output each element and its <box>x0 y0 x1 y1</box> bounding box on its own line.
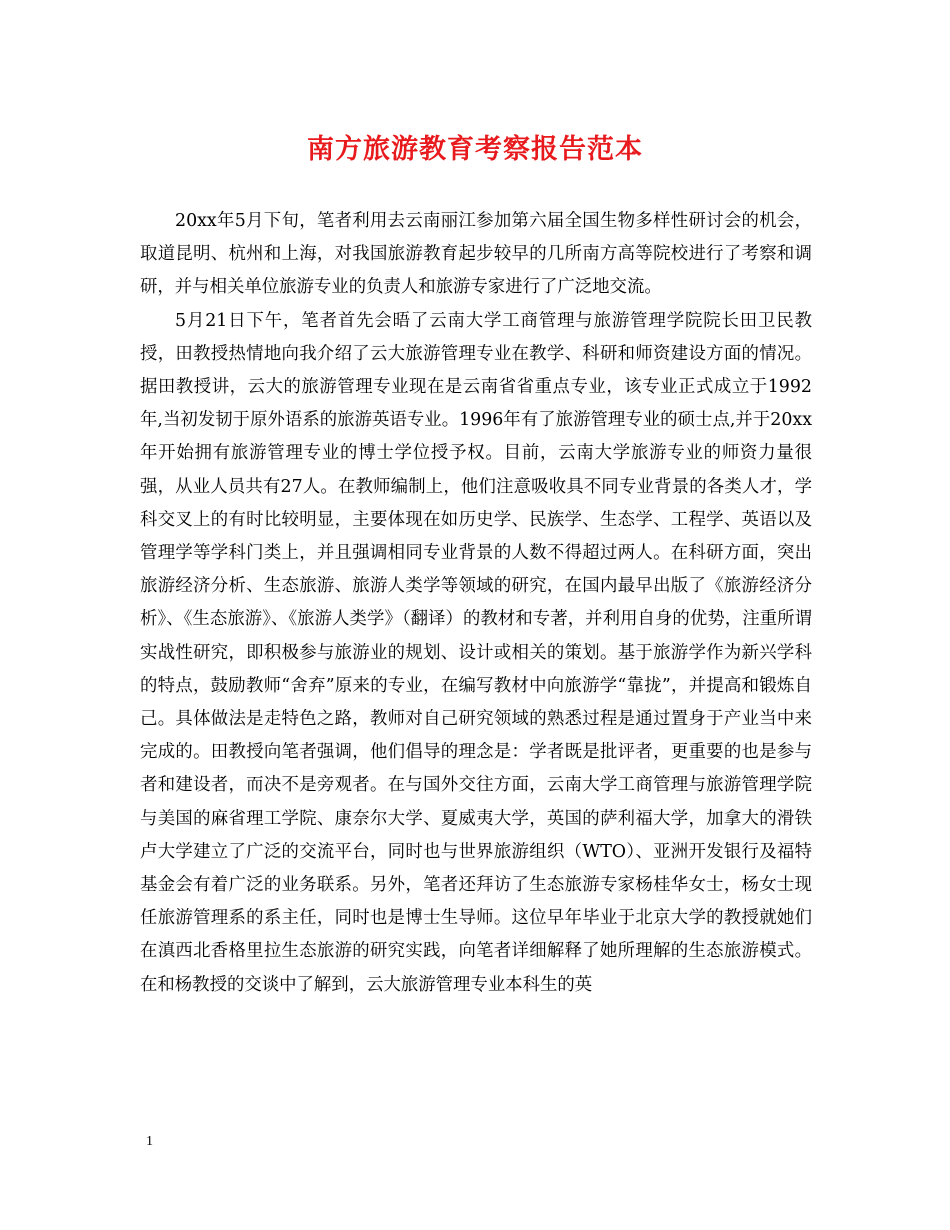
document-body <box>140 205 812 1002</box>
paragraph-2: 5月21日下午，笔者首先会晤了云南大学工商管理与旅游管理学院院长田卫民教授，田教授热情地向我介绍了云大旅游管理专业在教学、科研和师资建设方面的情况。据田教授讲，云大的旅游管理专业现在是云南省省重点专业，该专业正式成立于1992年,当初发韧于原外语系的旅游英语专业。1996年有了旅游管理专业的硕士点,并于20xx年开始拥有旅游管理专业的博士学位授予权。目前，云南大学旅游专业的师资力量很强，从业人员共有27人。在教师编制上，他们注意吸收具不同专业背景的各类人才，学科交叉上的有时比较明显，主要体现在如历史学、民族学、生态学、工程学、英语以及管理学等学科门类上，并且强调相同专业背景的人数不得超过两人。在科研方面，突出旅游经济分析、生态旅游、旅游人类学等领域的研究，在国内最早出版了《旅游经济分析》、《生态旅游》、《旅游人类学》（翻译）的教材和专著，并利用自身的优势，注重所谓实战性研究，即积极参与旅游业的规划、设计或相关的策划。基于旅游学作为新兴学科的特点，鼓励教师“舍弃”原来的专业，在编写教材中向旅游学“靠拢”，并提高和锻炼自己。具体做法是走特色之路，教师对自己研究领域的熟悉过程是通过置身于产业当中来完成的。田教授向笔者强调，他们倡导的理念是：学者既是批评者，更重要的也是参与者和建设者，而决不是旁观者。在与国外交往方面，云南大学工商管理与旅游管理学院与美国的麻省理工学院、康奈尔大学、夏威夷大学，英国的萨利福大学，加拿大的滑铁卢大学建立了广泛的交流平台，同时也与世界旅游组织（WTO）、亚洲开发银行及福特基金会有着广泛的业务联系。另外，笔者还拜访了生态旅游专家杨桂华女士，杨女士现任旅游管理系的系主任，同时也是博士生导师。这位早年毕业于北京大学的教授就她们在滇西北香格里拉生态旅游的研究实践，向笔者详细解释了她所理解的生态旅游模式。在和杨教授的交谈中了解到，云大旅游管理专业本科生的英 <box>140 310 812 995</box>
paragraph-1: 20xx年5月下旬，笔者利用去云南丽江参加第六届全国生物多样性研讨会的机会，取道昆明、杭州和上海，对我国旅游教育起步较早的几所南方高等院校进行了考察和调研，并与相关单位旅游专业的负责人和旅游专家进行了广泛地交流。 <box>140 211 812 298</box>
page-number: 1 <box>146 1134 153 1149</box>
document-title: 南方旅游教育考察报告范本 <box>307 134 643 165</box>
